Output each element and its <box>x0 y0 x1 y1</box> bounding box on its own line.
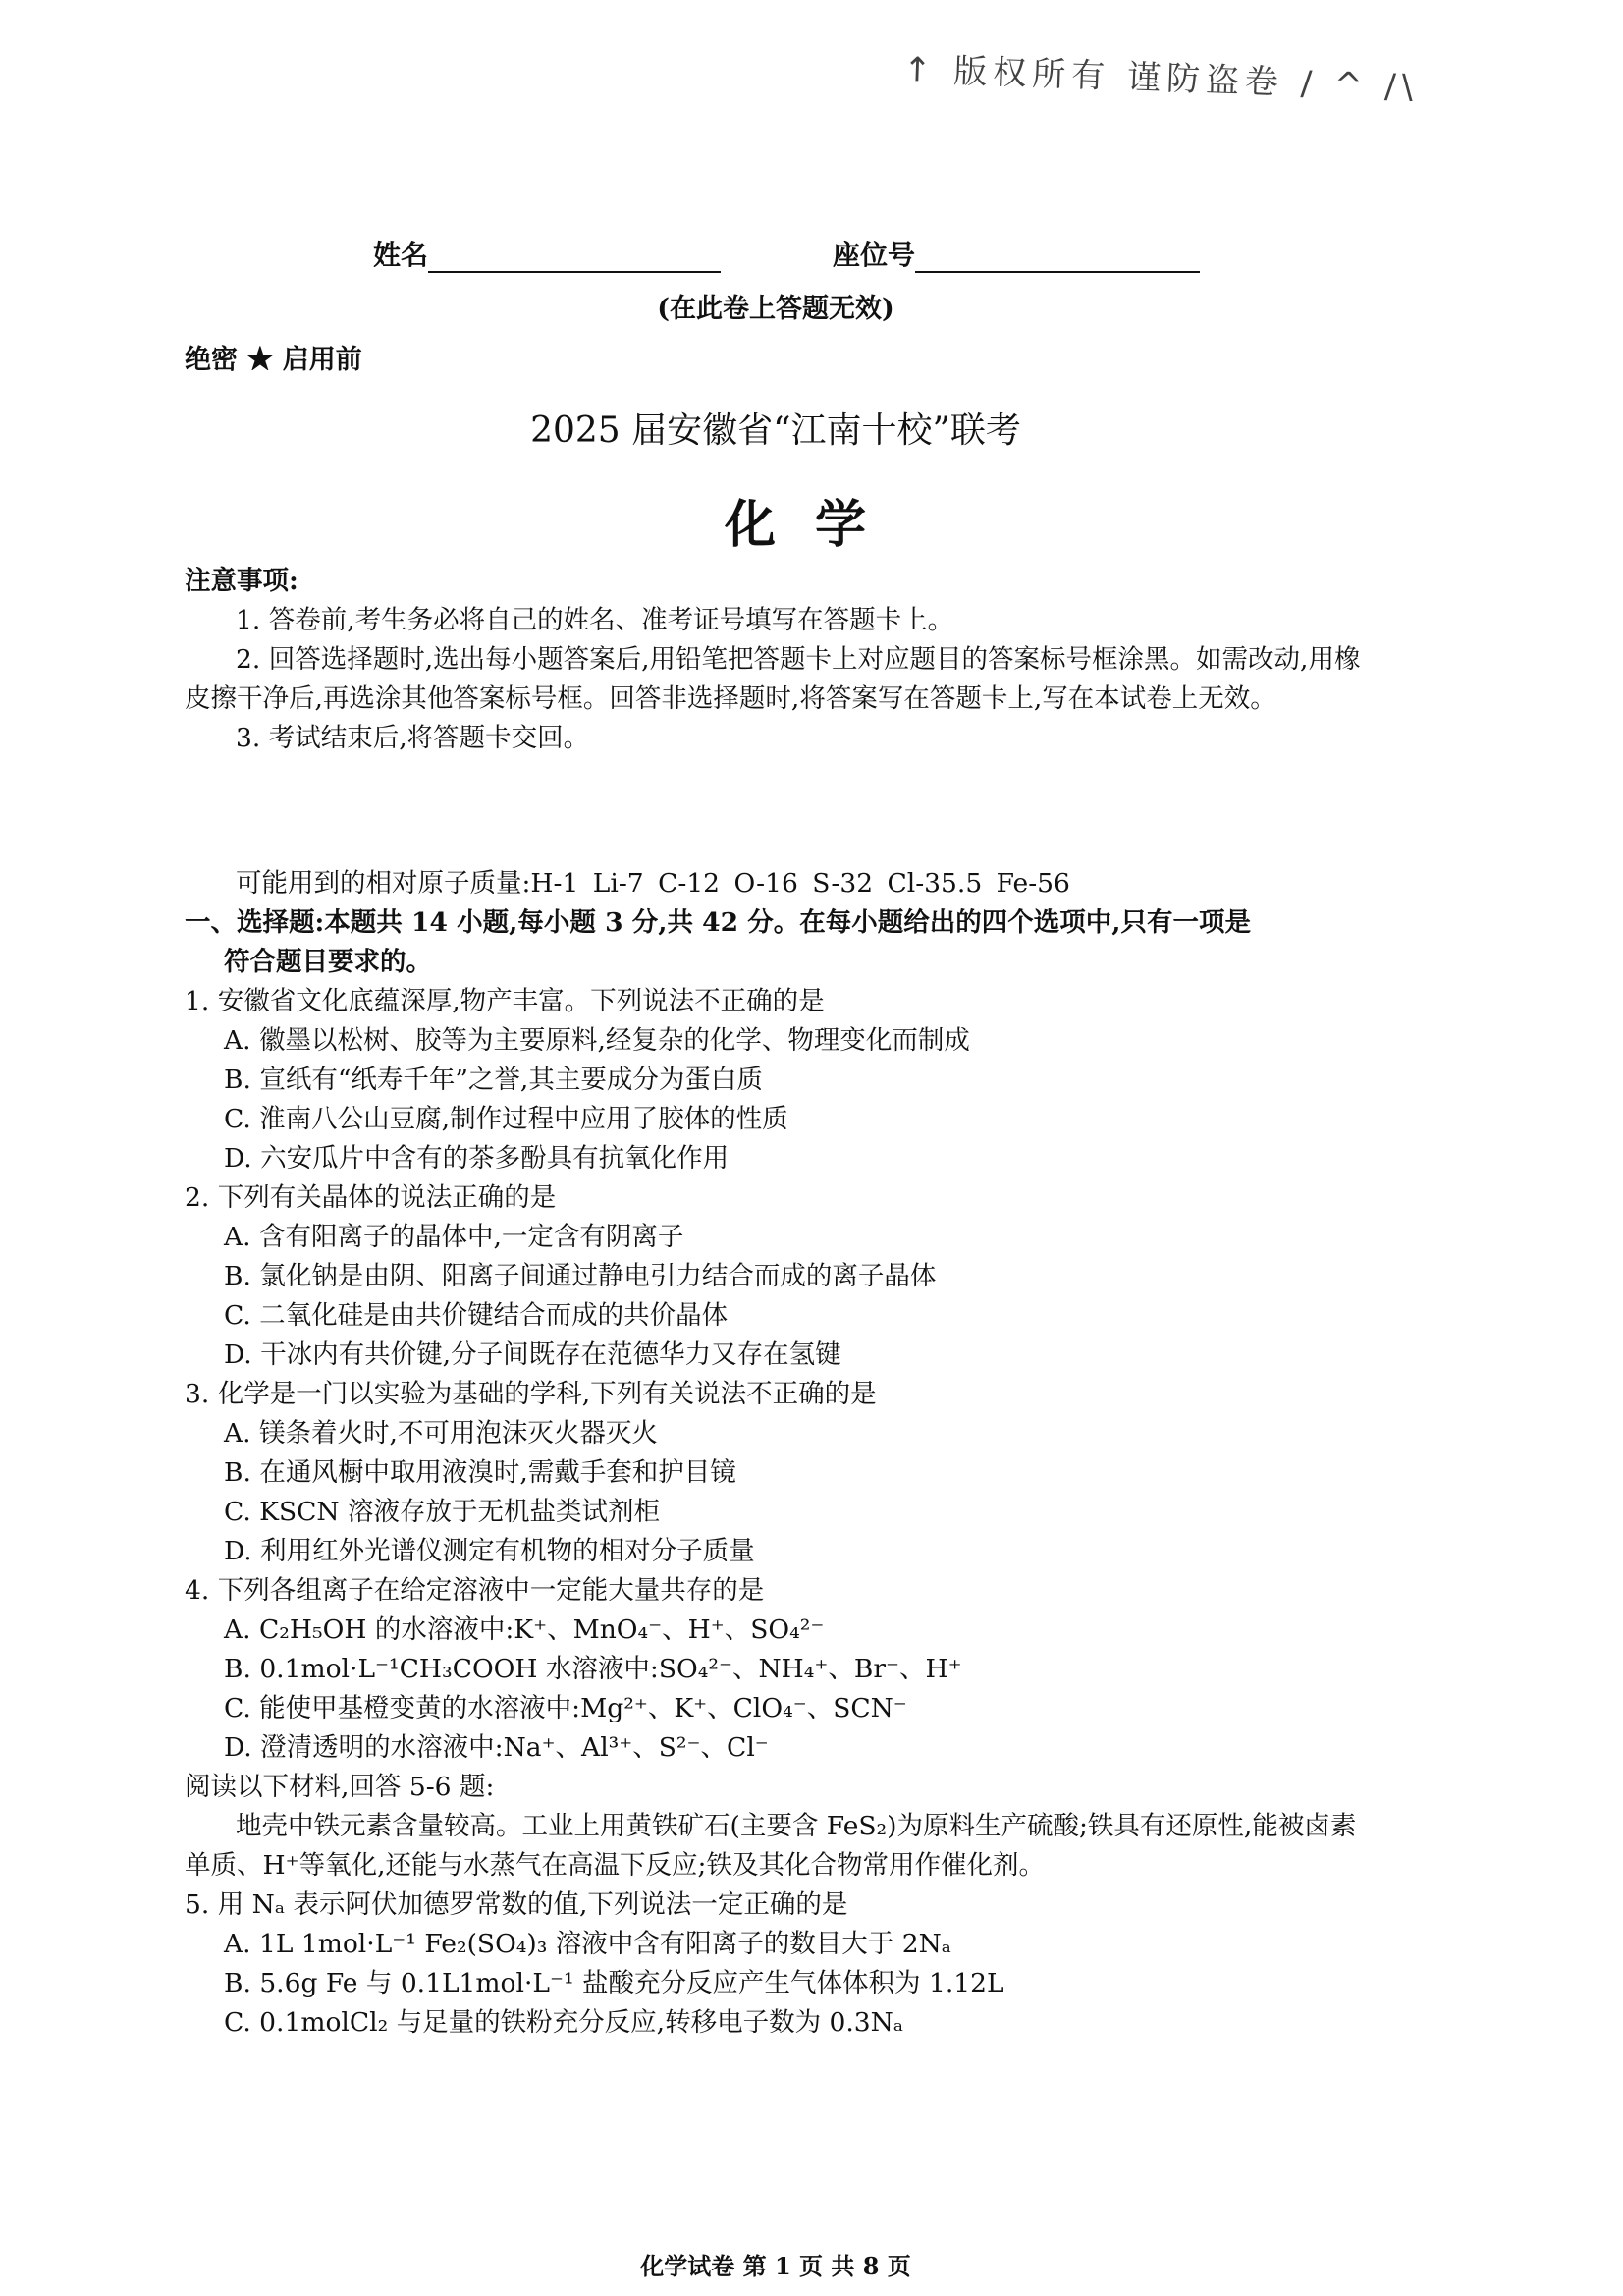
option: B. 宣纸有“纸寿千年”之誉,其主要成分为蛋白质 <box>224 1065 763 1095</box>
question-stem: 3. 化学是一门以实验为基础的学科,下列有关说法不正确的是 <box>185 1379 877 1409</box>
questions-section <box>185 864 1363 2043</box>
name-label: 姓名 <box>373 239 429 271</box>
invalid-note: (在此卷上答题无效) <box>657 294 894 324</box>
question-stem: 4. 下列各组离子在给定溶液中一定能大量共存的是 <box>185 1575 765 1606</box>
question-stem: 2. 下列有关晶体的说法正确的是 <box>185 1182 557 1213</box>
seat-blank <box>915 246 1200 273</box>
seat-field <box>833 234 1200 273</box>
option: D. 干冰内有共价键,分子间既存在范德华力又存在氢键 <box>224 1339 841 1370</box>
name-field <box>373 234 721 273</box>
question-stem: 1. 安徽省文化底蕴深厚,物产丰富。下列说法不正确的是 <box>185 986 825 1016</box>
option: C. 能使甲基橙变黄的水溶液中:Mg²⁺、K⁺、ClO₄⁻、SCN⁻ <box>224 1693 907 1723</box>
page-footer: 化学试卷 第 1 页 共 8 页 <box>640 2252 911 2280</box>
option: A. 1L 1mol·L⁻¹ Fe₂(SO₄)₃ 溶液中含有阳离子的数目大于 2Nₐ <box>224 1929 952 1959</box>
atomic-masses: 可能用到的相对原子质量:H-1 Li-7 C-12 O-16 S-32 Cl-35.5 Fe-56 <box>236 868 1070 899</box>
exam-title: 2025 届安徽省“江南十校”联考 <box>530 410 1021 451</box>
seat-label: 座位号 <box>833 239 916 271</box>
option: A. 镁条着火时,不可用泡沫灭火器灭火 <box>224 1418 658 1449</box>
secret-label: 绝密 ★ 启用前 <box>185 345 362 375</box>
option: C. 淮南八公山豆腐,制作过程中应用了胶体的性质 <box>224 1104 788 1134</box>
reading-intro: 阅读以下材料,回答 5-6 题: <box>185 1772 495 1802</box>
section-heading: 一、选择题:本题共 14 小题,每小题 3 分,共 42 分。在每小题给出的四个选项中,只有一项是 <box>185 907 1252 938</box>
note-item: 2. 回答选择题时,选出每小题答案后,用铅笔把答题卡上对应题目的答案标号框涂黑。如需改动,用橡皮擦干净后,再选涂其他答案标号框。回答非选择题时,将答案写在答题卡上,写在本试卷上无效。 <box>185 644 1361 714</box>
option: B. 5.6g Fe 与 0.1L1mol·L⁻¹ 盐酸充分反应产生气体体积为 1.12L <box>224 1968 1004 1998</box>
option: D. 利用红外光谱仪测定有机物的相对分子质量 <box>224 1536 755 1566</box>
subject-title: 化学 <box>724 495 905 555</box>
option: B. 氯化钠是由阴、阳离子间通过静电引力结合而成的离子晶体 <box>224 1261 937 1291</box>
option: A. 徽墨以松树、胶等为主要原料,经复杂的化学、物理变化而制成 <box>224 1025 970 1056</box>
notes-heading: 注意事项: <box>185 566 298 596</box>
option: D. 澄清透明的水溶液中:Na⁺、Al³⁺、S²⁻、Cl⁻ <box>224 1732 769 1763</box>
option: A. C₂H₅OH 的水溶液中:K⁺、MnO₄⁻、H⁺、SO₄²⁻ <box>224 1614 825 1645</box>
option: C. 0.1molCl₂ 与足量的铁粉充分反应,转移电子数为 0.3Nₐ <box>224 2007 904 2038</box>
option: B. 0.1mol·L⁻¹CH₃COOH 水溶液中:SO₄²⁻、NH₄⁺、Br⁻、H⁺ <box>224 1654 962 1684</box>
notes-section <box>185 562 1363 758</box>
option: B. 在通风橱中取用液溴时,需戴手套和护目镜 <box>224 1457 736 1488</box>
option: C. KSCN 溶液存放于无机盐类试剂柜 <box>224 1497 661 1527</box>
section-heading-cont: 符合题目要求的。 <box>224 947 432 977</box>
note-item: 3. 考试结束后,将答题卡交回。 <box>236 723 590 753</box>
option: D. 六安瓜片中含有的茶多酚具有抗氧化作用 <box>224 1143 730 1174</box>
question-stem: 5. 用 Nₐ 表示阿伏加德罗常数的值,下列说法一定正确的是 <box>185 1889 848 1920</box>
reading-material: 地壳中铁元素含量较高。工业上用黄铁矿石(主要含 FeS₂)为原料生产硫酸;铁具有还原性,能被卤素单质、H⁺等氧化,还能与水蒸气在高温下反应;铁及其化合物常用作催化剂。 <box>185 1811 1357 1881</box>
note-item: 1. 答卷前,考生务必将自己的姓名、准考证号填写在答题卡上。 <box>236 605 954 635</box>
option: A. 含有阳离子的晶体中,一定含有阴离子 <box>224 1222 684 1252</box>
corner-handwriting: ↑ 版权所有 谨防盗卷 / ^ /\ <box>902 49 1420 108</box>
option: C. 二氧化硅是由共价键结合而成的共价晶体 <box>224 1300 729 1331</box>
name-blank <box>428 246 721 273</box>
